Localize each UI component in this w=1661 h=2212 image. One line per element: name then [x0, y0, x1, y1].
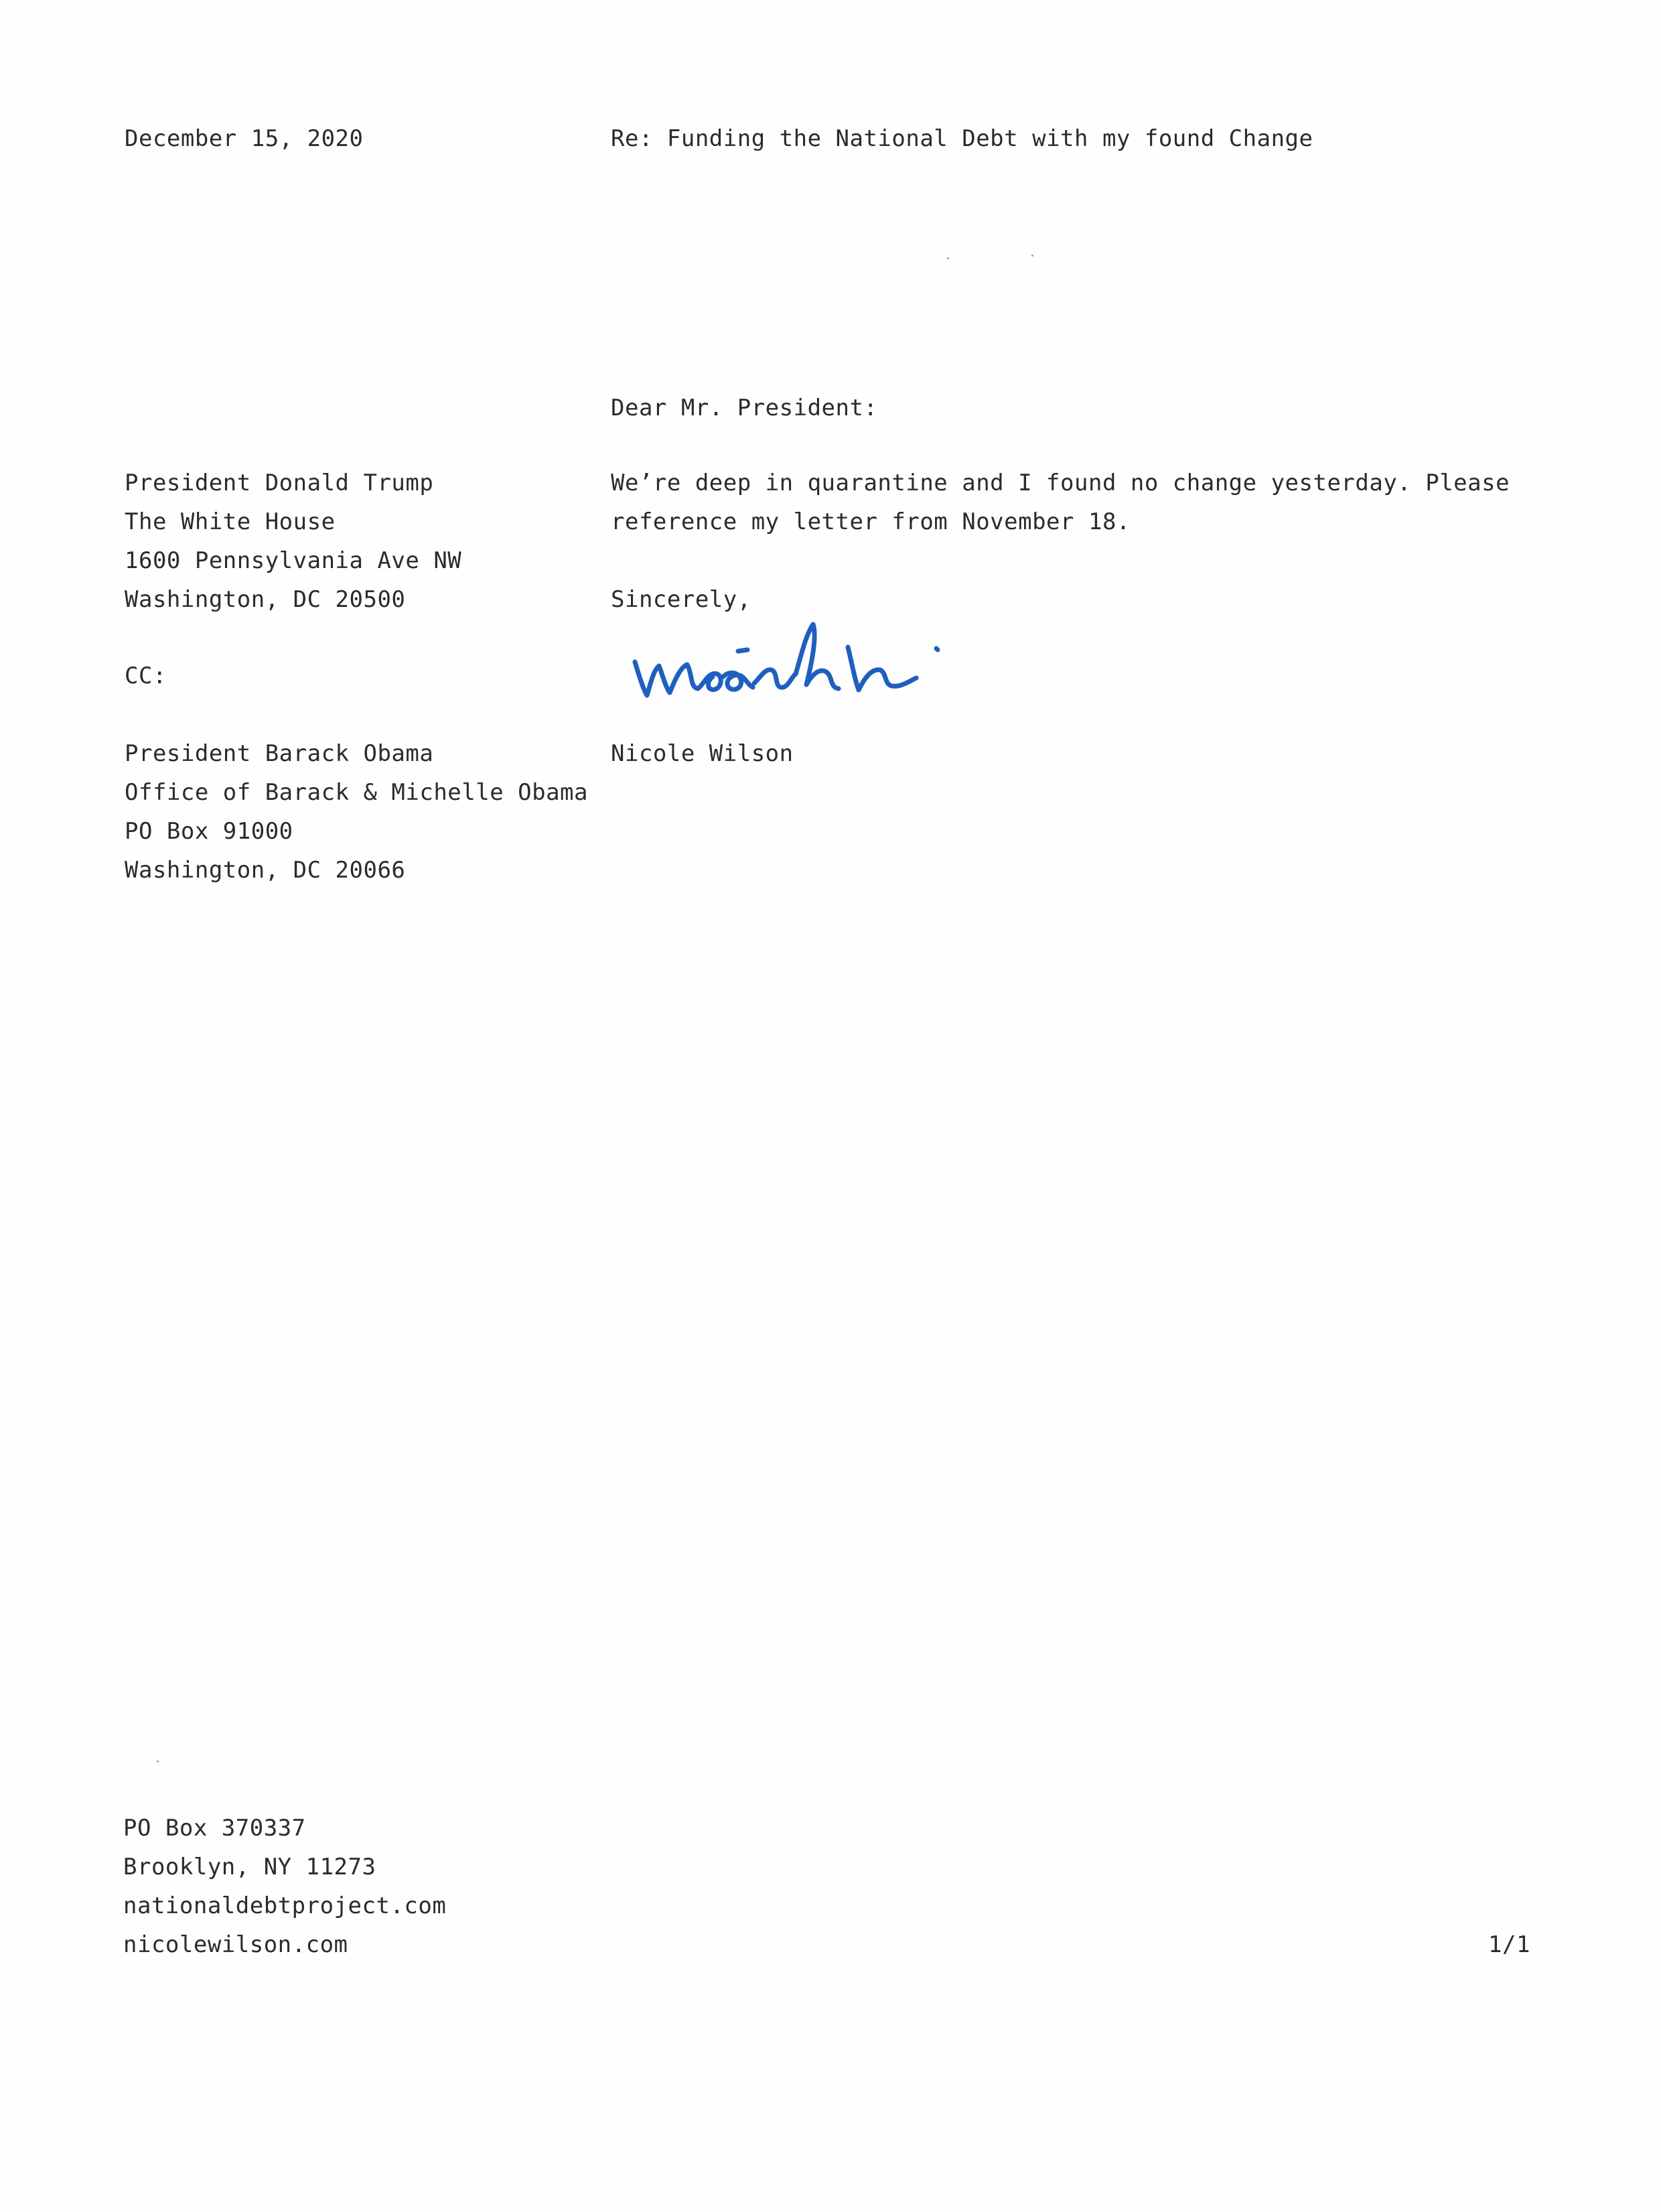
cc-recipient-address	[125, 734, 588, 890]
salutation: Dear Mr. President:	[611, 395, 878, 421]
recipient-line: Washington, DC 20500	[125, 586, 406, 613]
page-number: 1/1	[1488, 1931, 1530, 1958]
body-line: reference my letter from November 18.	[611, 508, 1131, 535]
scan-speck	[947, 257, 949, 259]
closing: Sincerely,	[611, 586, 751, 613]
cc-label: CC:	[125, 663, 167, 689]
footer-line: nicolewilson.com	[123, 1931, 348, 1958]
scan-speck	[157, 1760, 159, 1762]
letter-body	[611, 464, 1510, 541]
cc-recipient-line: President Barack Obama	[125, 740, 434, 767]
footer-line: PO Box 370337	[123, 1815, 306, 1842]
cc-recipient-line: Office of Barack & Michelle Obama	[125, 779, 589, 806]
footer-address	[123, 1809, 446, 1964]
recipient-address	[125, 464, 461, 619]
body-line: We’re deep in quarantine and I found no change yesterday. Please	[611, 470, 1510, 496]
recipient-line: The White House	[125, 508, 336, 535]
footer-line: Brooklyn, NY 11273	[123, 1854, 376, 1880]
scan-speck	[1031, 255, 1033, 257]
sender-name: Nicole Wilson	[611, 740, 794, 767]
letter-date: December 15, 2020	[125, 125, 364, 152]
handwritten-signature	[623, 610, 971, 710]
letter-subject: Re: Funding the National Debt with my found Change	[611, 125, 1313, 152]
cc-recipient-line: PO Box 91000	[125, 818, 293, 845]
cc-recipient-line: Washington, DC 20066	[125, 857, 406, 884]
recipient-line: 1600 Pennsylvania Ave NW	[125, 547, 462, 574]
footer-line: nationaldebtproject.com	[123, 1892, 447, 1919]
recipient-line: President Donald Trump	[125, 470, 434, 496]
